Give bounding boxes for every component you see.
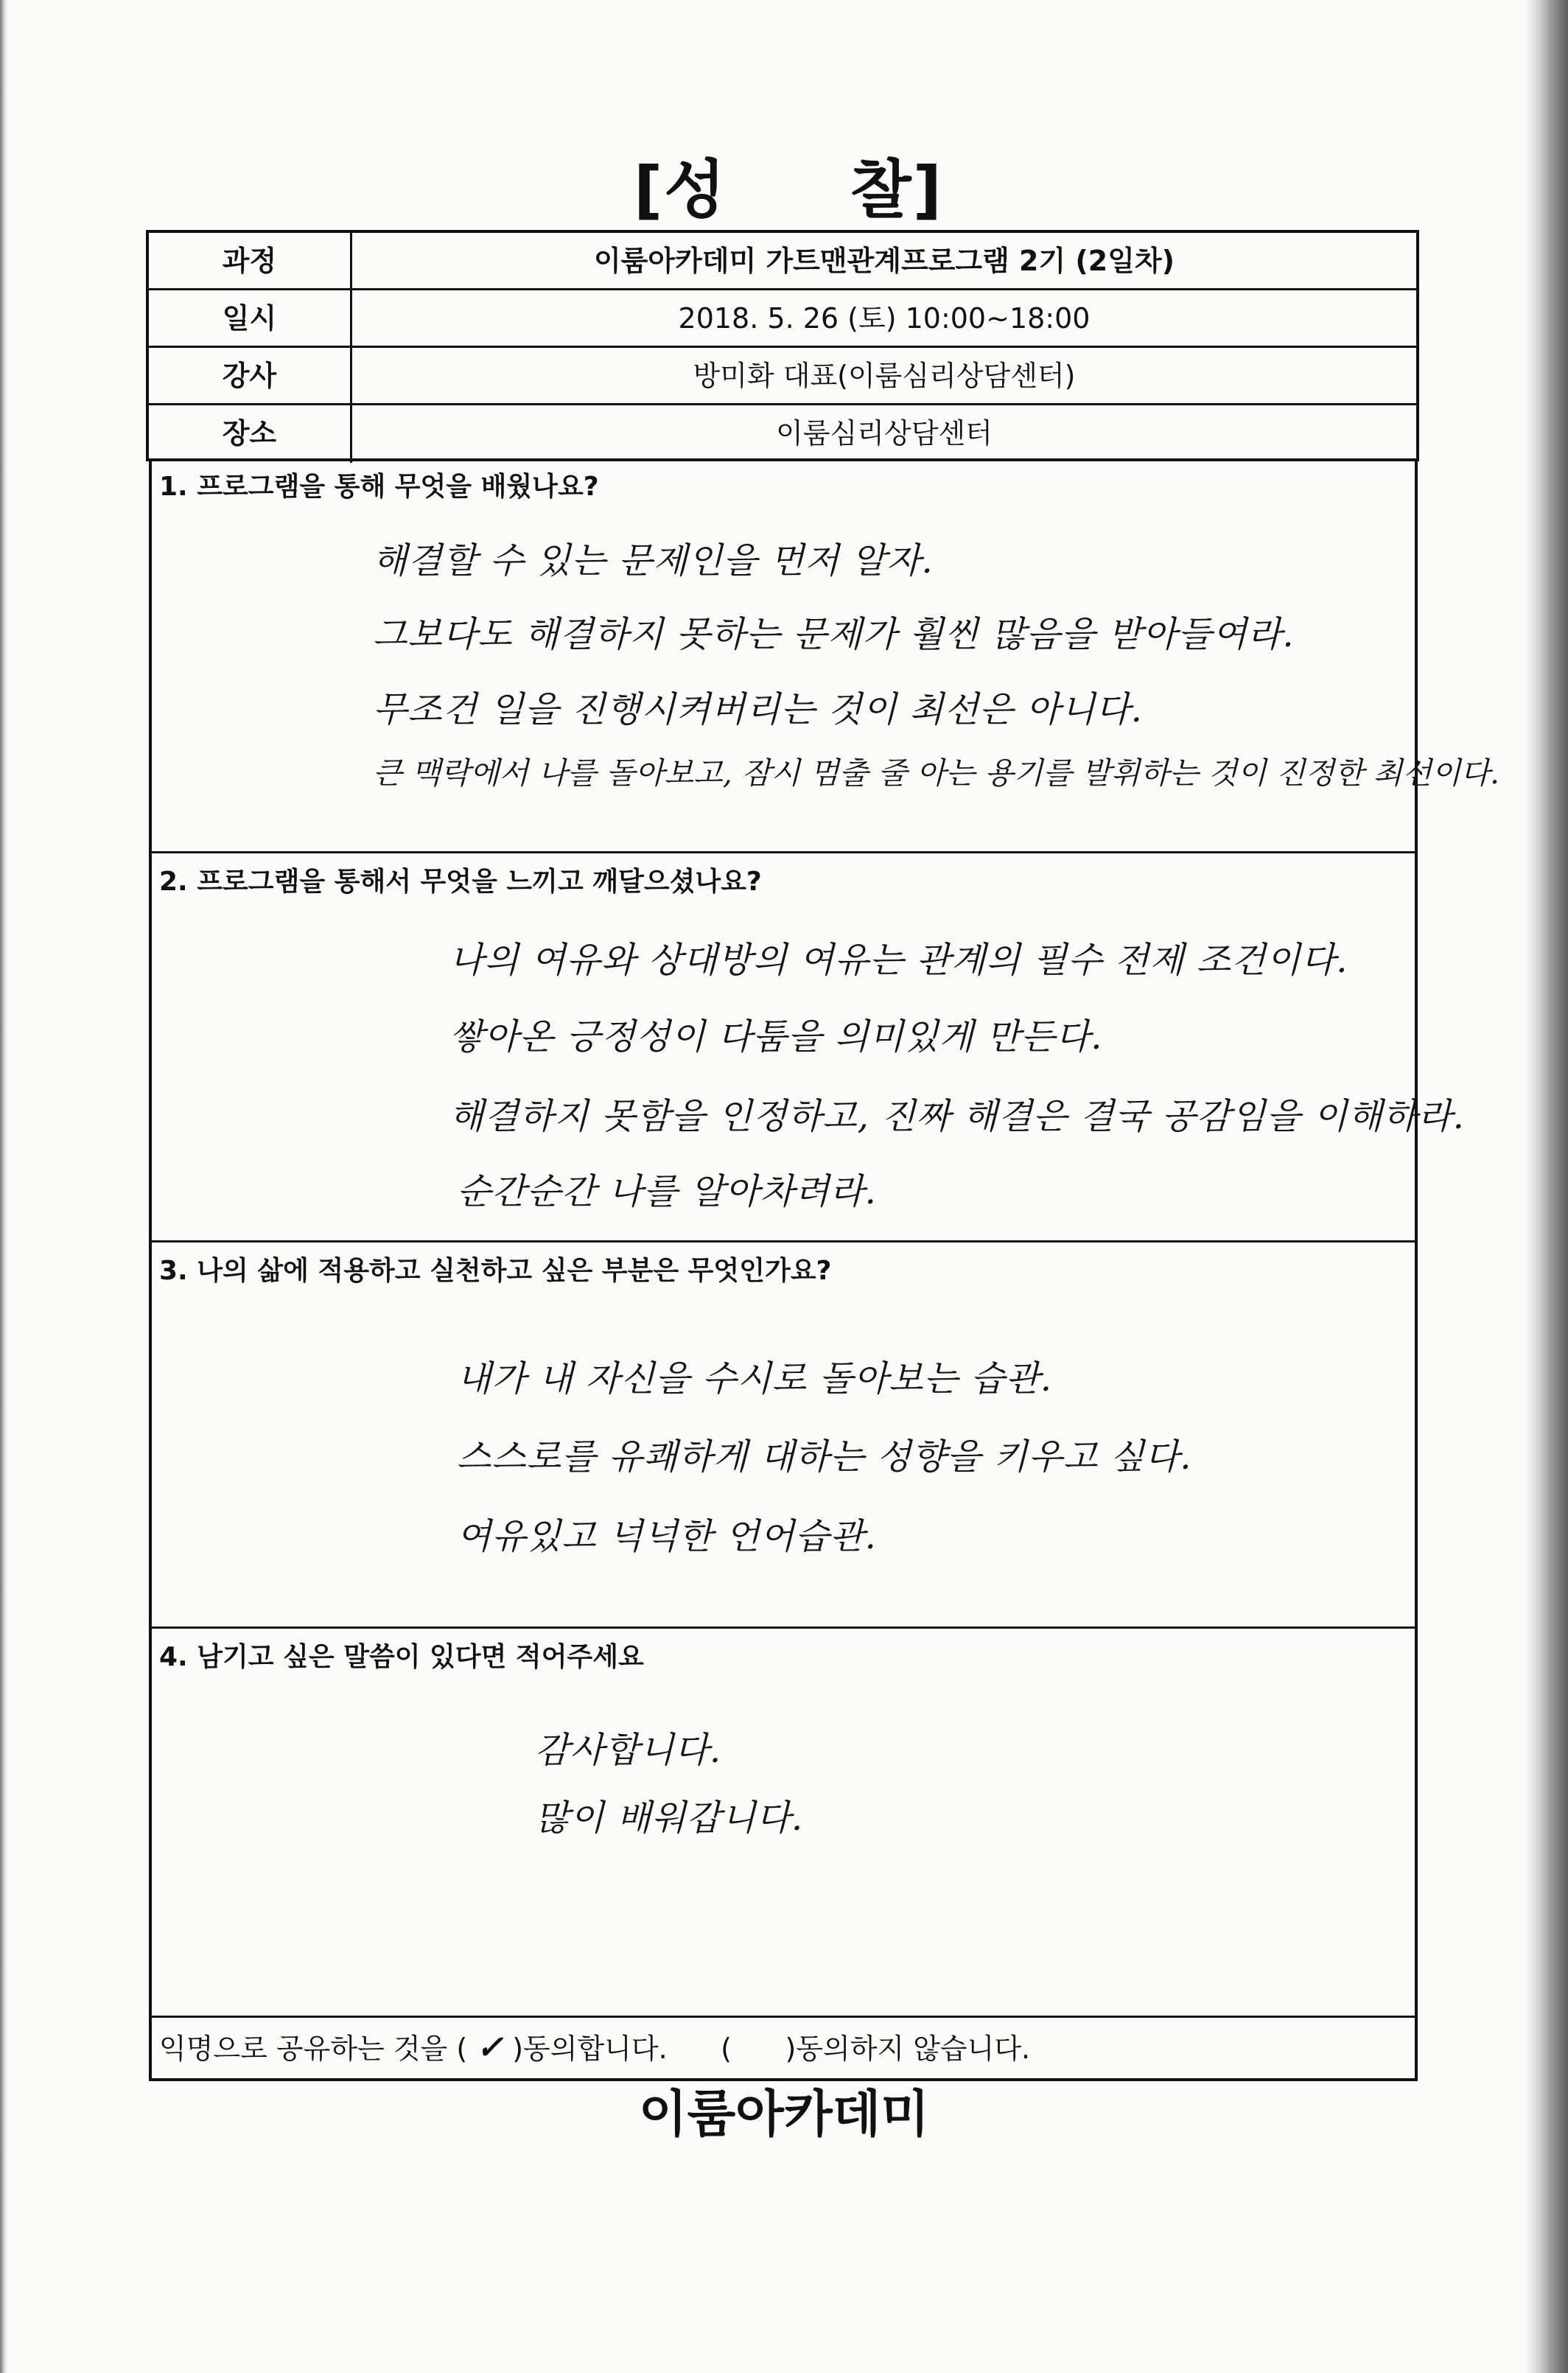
answer-line: 무조건 일을 진행시켜버리는 것이 최선은 아니다. (373, 689, 1143, 730)
info-label: 과정 (149, 233, 352, 288)
info-row-location (149, 405, 1416, 463)
info-label: 일시 (149, 290, 352, 346)
scan-edge-right (1525, 0, 1568, 2373)
section-1 (149, 458, 1500, 853)
info-value: 이룸심리상담센터 (776, 417, 993, 450)
consent-text (149, 2018, 1418, 2081)
info-value: 방미화 대표(이룸심리상담센터) (693, 360, 1076, 392)
info-row-course (149, 233, 1416, 290)
question-1: 1. 프로그램을 통해 무엇을 배웠나요? (159, 472, 599, 502)
answer-line: 많이 배워갑니다. (535, 1797, 804, 1839)
answer-line: 그보다도 해결하지 못하는 문제가 훨씬 많음을 받아들여라. (373, 614, 1295, 655)
question-4: 4. 남기고 싶은 말씀이 있다면 적어주세요 (159, 1642, 644, 1672)
answer-line: 해결할 수 있는 문제인을 먼저 알자. (373, 540, 934, 581)
section-3 (149, 1243, 1418, 1629)
info-value: 2018. 5. 26 (토) 10:00~18:00 (678, 302, 1091, 335)
scan-edge-left (0, 0, 7, 2373)
section-2 (149, 853, 1465, 1243)
answer-line: 여유있고 넉넉한 언어습관. (457, 1516, 877, 1557)
footer-brand: 이룸아카데미 (638, 2086, 930, 2144)
answer-line: 큰 맥락에서 나를 돌아보고, 잠시 멈출 줄 아는 용기를 발휘하는 것이 진정한 최선이다. (373, 755, 1500, 791)
answer-line: 나의 여유와 상대방의 여유는 관계의 필수 전제 조건이다. (449, 940, 1348, 981)
consent-agree-label[interactable]: )동의합니다. (512, 2033, 668, 2065)
title-right: 찰] (850, 153, 943, 227)
answer-line: 해결하지 못함을 인정하고, 진짜 해결은 결국 공감임을 이해하라. (449, 1096, 1465, 1137)
section-4 (149, 1629, 1418, 2018)
consent-prefix: 익명으로 공유하는 것을 ( (159, 2033, 468, 2065)
info-value: 이룸아카데미 가트맨관계프로그램 2기 (2일차) (593, 245, 1175, 277)
consent-row (149, 2018, 1418, 2081)
answer-line: 내가 내 자신을 수시로 돌아보는 습관. (457, 1358, 1053, 1399)
question-2: 2. 프로그램을 통해서 무엇을 느끼고 깨달으셨나요? (159, 867, 762, 897)
info-label: 강사 (149, 348, 352, 403)
answer-line: 스스로를 유쾌하게 대하는 성향을 키우고 싶다. (457, 1436, 1192, 1478)
info-table (146, 230, 1419, 461)
document-title (634, 146, 943, 234)
info-label: 장소 (149, 405, 352, 463)
title-left: [성 (634, 153, 727, 227)
answer-line: 감사합니다. (535, 1730, 722, 1771)
answer-line: 쌓아온 긍정성이 다툼을 의미있게 만든다. (449, 1016, 1103, 1058)
info-row-instructor (149, 348, 1416, 405)
answer-line: 순간순간 나를 알아차려라. (457, 1171, 877, 1212)
info-row-date (149, 290, 1416, 348)
consent-checkmark[interactable]: ✓ (476, 2029, 504, 2066)
consent-disagree-label[interactable]: ( )동의하지 않습니다. (676, 2033, 1031, 2065)
question-3: 3. 나의 삶에 적용하고 실천하고 싶은 부분은 무엇인가요? (159, 1256, 832, 1286)
